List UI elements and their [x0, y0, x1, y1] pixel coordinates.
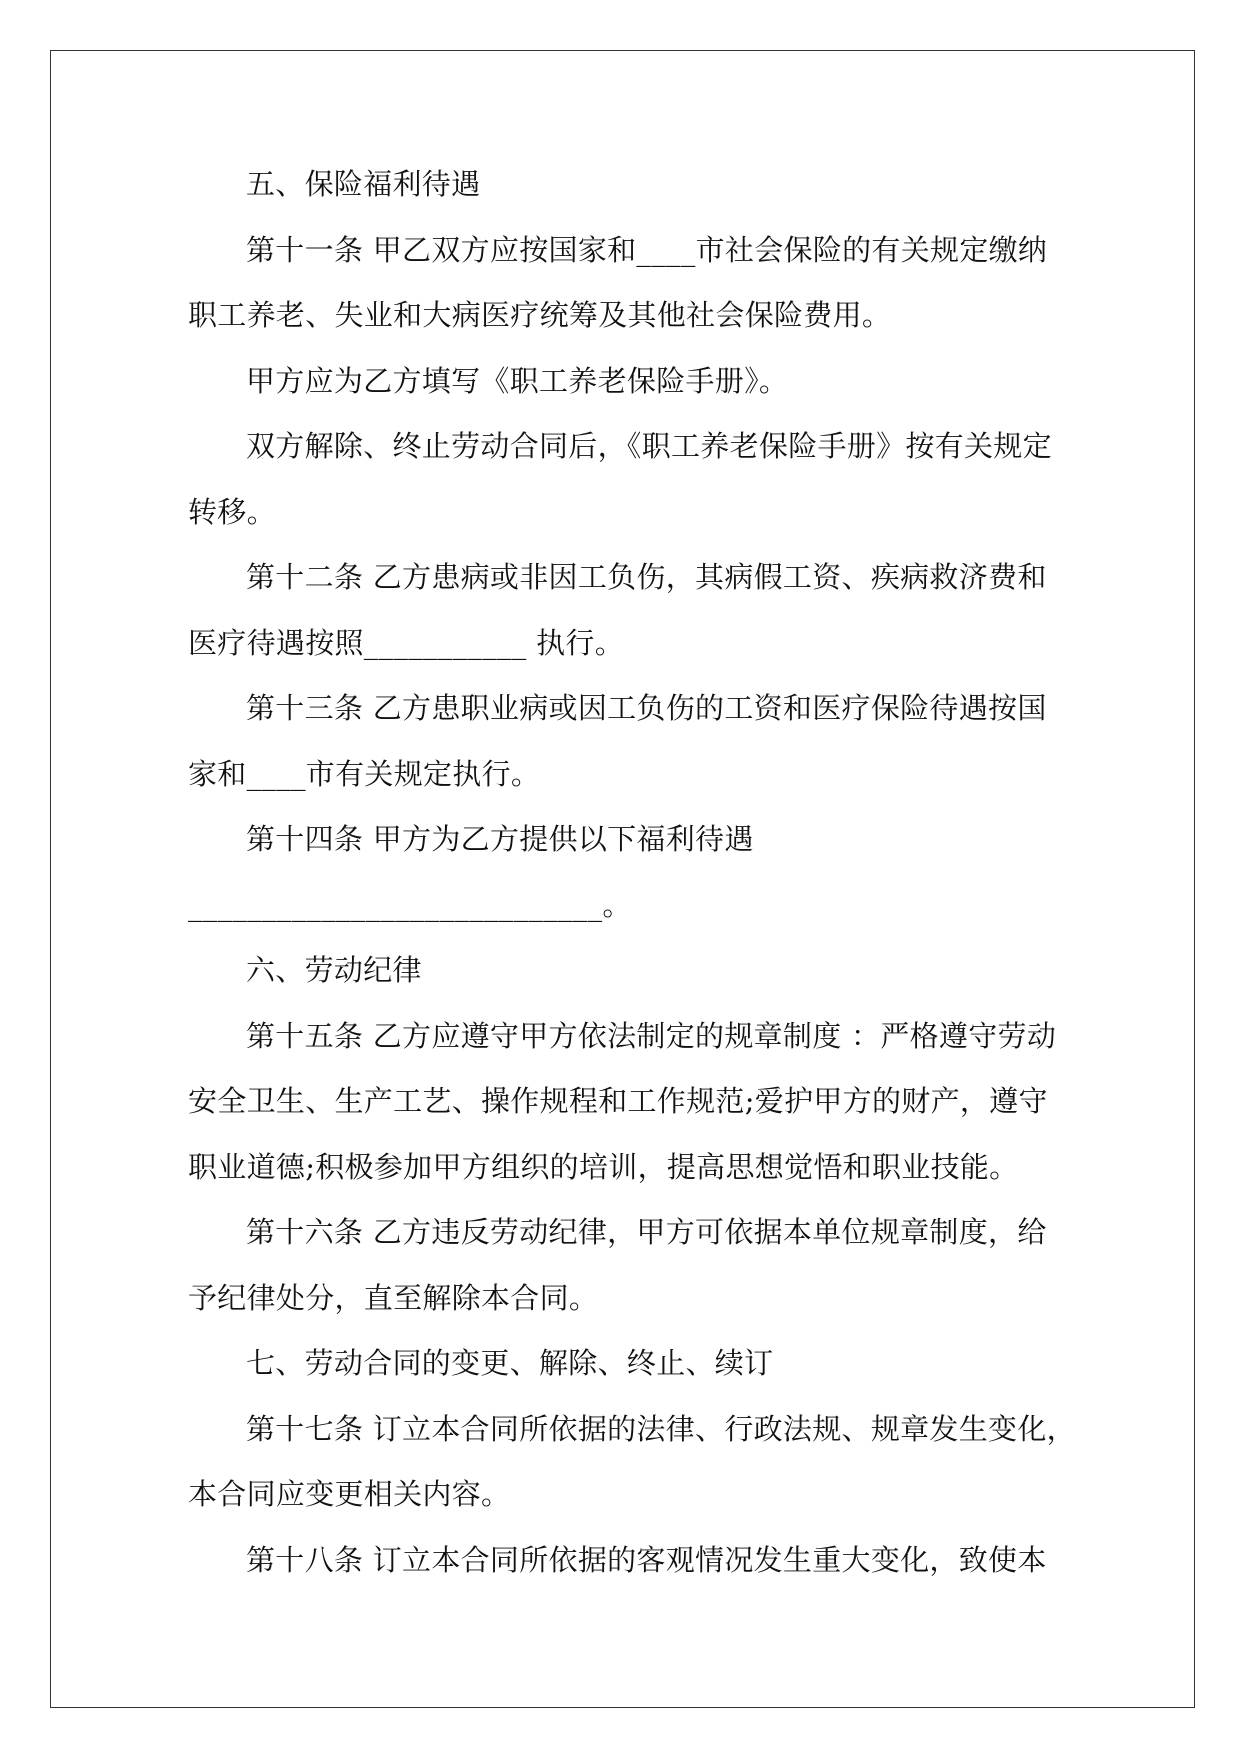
document-body — [188, 152, 1076, 1593]
handbook-transfer-line-2: 转移。 — [188, 494, 276, 529]
article-12-line-1: 第十二条 乙方患病或非因工负伤，其病假工资、疾病救济费和 — [246, 560, 1047, 594]
article-16-line-2: 予纪律处分，直至解除本合同。 — [188, 1280, 599, 1315]
article-15-line-2: 安全卫生、生产工艺、操作规程和工作规范;爱护甲方的财产，遵守 — [188, 1084, 1048, 1118]
article-14-line-1: 第十四条 甲方为乙方提供以下福利待遇 — [246, 822, 754, 856]
article-15-line-3: 职业道德;积极参加甲方组织的培训，提高思想觉悟和职业技能。 — [188, 1149, 1019, 1184]
article-15-line-1: 第十五条 乙方应遵守甲方依法制定的规章制度 ：严格遵守劳动 — [246, 1018, 1057, 1053]
article-13-line-1: 第十三条 乙方患职业病或因工负伤的工资和医疗保险待遇按国 — [246, 691, 1047, 725]
article-17-line-1: 第十七条 订立本合同所依据的法律、行政法规、规章发生变化， — [246, 1411, 1076, 1446]
article-12-line-2: 医疗待遇按照___________ 执行。 — [188, 625, 625, 660]
article-11-line-2: 职工养老、失业和大病医疗统筹及其他社会保险费用。 — [188, 298, 892, 332]
article-14-line-2: ____________________________。 — [188, 887, 632, 922]
section-heading-insurance: 五、保险福利待遇 — [246, 167, 481, 201]
handbook-transfer-line-1: 双方解除、终止劳动合同后，《职工养老保险手册》按有关规定 — [246, 429, 1052, 463]
section-heading-contract-changes: 七、劳动合同的变更、解除、终止、续订 — [246, 1346, 774, 1380]
article-18-line-1: 第十八条 订立本合同所依据的客观情况发生重大变化，致使本 — [246, 1542, 1047, 1577]
article-16-line-1: 第十六条 乙方违反劳动纪律，甲方可依据本单位规章制度，给 — [246, 1215, 1047, 1249]
article-17-line-2: 本合同应变更相关内容。 — [188, 1477, 511, 1511]
article-11-line-1: 第十一条 甲乙双方应按国家和____市社会保险的有关规定缴纳 — [246, 232, 1048, 267]
section-heading-discipline: 六、劳动纪律 — [246, 953, 422, 987]
article-13-line-2: 家和____市有关规定执行。 — [188, 756, 541, 791]
handbook-clause: 甲方应为乙方填写《职工养老保险手册》。 — [246, 363, 789, 398]
